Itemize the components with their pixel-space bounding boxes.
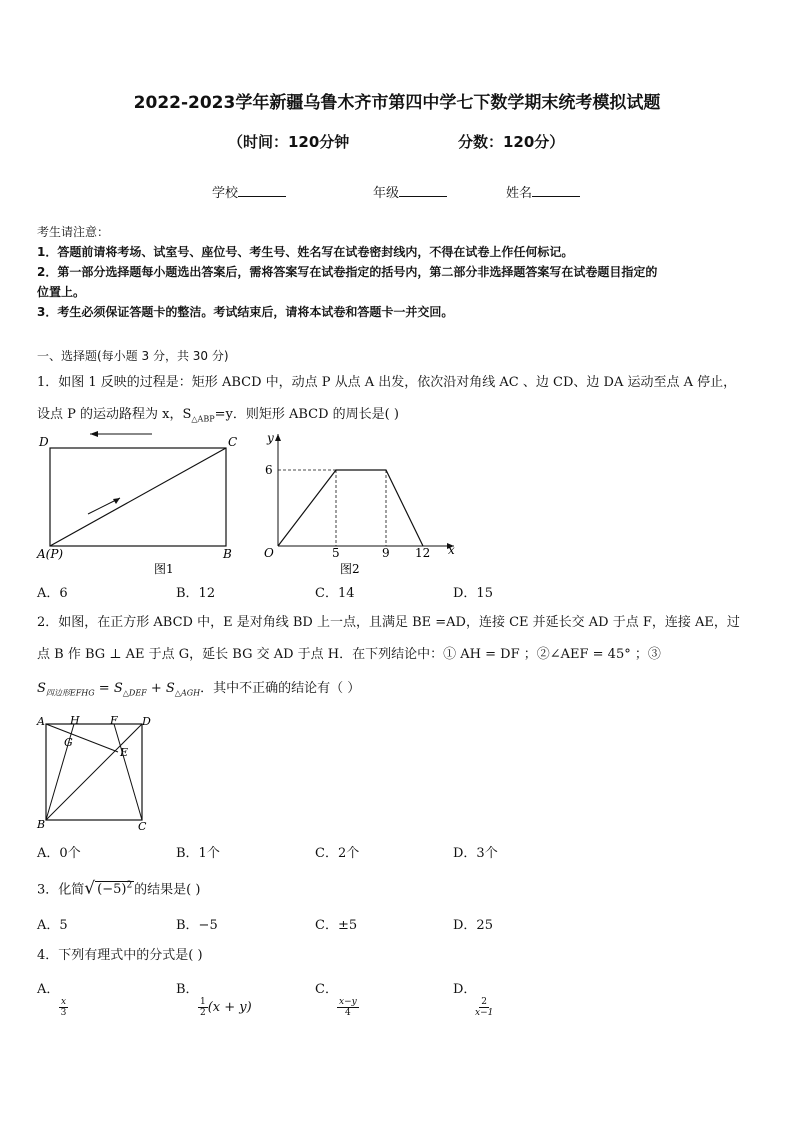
notice-heading: 考生请注意：: [37, 225, 110, 239]
q2-eq: = S: [94, 681, 123, 696]
question-2-line-3: [37, 679, 762, 704]
label-y: y: [267, 431, 274, 445]
question-4: 4．下列有理式中的分式是( ): [37, 948, 203, 963]
q3-radicand: [95, 881, 134, 897]
q4-a-den: 3: [60, 1008, 67, 1018]
name-field: [506, 182, 580, 201]
q4-d-label: D．: [453, 982, 477, 997]
q2-option-d[interactable]: D．3个: [453, 846, 498, 861]
exam-time: （时间：120分钟: [228, 133, 350, 151]
figure-2: [258, 428, 468, 580]
tick-x-9: 9: [382, 546, 390, 560]
grade-label: 年级: [373, 186, 400, 201]
q1-option-b[interactable]: B．12: [176, 586, 216, 601]
q2-label-c: C: [138, 820, 147, 833]
school-blank: [238, 184, 286, 197]
label-origin: O: [264, 546, 274, 560]
q2-sub-1: 四边形EFHG: [45, 688, 95, 698]
tick-x-12: 12: [415, 546, 431, 560]
notice-item: 2．第一部分选择题每小题选出答案后，需将答案写在试卷指定的括号内，第二部分非选择题答案写在试卷题目指定的: [37, 265, 658, 279]
q4-option-b[interactable]: [176, 978, 252, 1018]
grade-blank: [399, 184, 447, 197]
question-3: [37, 876, 762, 900]
q2-label-f: F: [110, 714, 118, 727]
q2-label-a: A: [37, 715, 45, 728]
q4-b-den: 2: [200, 1008, 206, 1018]
section-heading: 一、选择题(每小题 3 分，共 30 分): [37, 349, 229, 363]
figure-q2-square: [34, 712, 159, 834]
q1-option-d[interactable]: D．15: [453, 586, 493, 601]
label-x: x: [448, 543, 455, 557]
q3-option-b[interactable]: B．−5: [176, 918, 218, 933]
q2-label-g: G: [64, 736, 73, 749]
y-axis-arrow: [275, 434, 281, 441]
figure-1: [36, 428, 246, 580]
caption-fig2: 图2: [340, 562, 360, 576]
school-field: [212, 182, 286, 201]
q4-b-fraction: [198, 997, 208, 1018]
q3-option-a[interactable]: A．5: [37, 918, 68, 933]
q4-c-fraction: [337, 997, 359, 1018]
q2-label-d: D: [142, 715, 151, 728]
q4-b-num: 1: [200, 997, 206, 1007]
arrow-left-head: [90, 431, 98, 437]
q4-a-fraction: [59, 997, 68, 1018]
q2-option-b[interactable]: B．1个: [176, 846, 220, 861]
diagonal-ac: [50, 448, 226, 546]
question-1-line-1: 1．如图 1 反映的过程是：矩形 ABCD 中，动点 P 从点 A 出发，依次沿对角线 AC 、边 CD、边 DA 运动至点 A 停止，: [37, 375, 737, 390]
q3-option-c[interactable]: C．±5: [315, 918, 358, 933]
grade-field: [373, 182, 447, 201]
school-label: 学校: [212, 186, 239, 201]
label-c: C: [228, 435, 238, 449]
exam-score: 分数：120分）: [458, 133, 565, 151]
q1-text-a: 设点 P 的运动路程为 x，S: [37, 407, 192, 422]
q1-sub: △ABP: [191, 414, 215, 424]
q1-text-b: =y．则矩形 ABCD 的周长是( ): [214, 407, 399, 422]
sqrt-icon: √: [84, 878, 96, 899]
q1-option-a[interactable]: A．6: [37, 586, 68, 601]
q2-plus: + S: [146, 681, 175, 696]
q3-post: 的结果是( ): [134, 882, 201, 898]
q1-option-c[interactable]: C．14: [315, 586, 355, 601]
q3-exp: 2: [126, 881, 133, 891]
q4-d-den: x−1: [475, 1008, 494, 1018]
tick-x-5: 5: [332, 546, 340, 560]
q2-option-a[interactable]: A．0个: [37, 846, 81, 861]
tick-y-6: 6: [265, 463, 273, 477]
q4-c-den: 4: [344, 1008, 351, 1018]
question-2-line-2: 点 B 作 BG ⊥ AE 于点 G，延长 BG 交 AD 于点 H．在下列结论中：① AH = DF ；②∠AEF = 45° ；③: [37, 647, 661, 662]
q2-label-h: H: [70, 714, 80, 727]
graph-line: [278, 470, 423, 546]
q3-pre: 3．化简: [37, 882, 85, 898]
q2-tail: ．其中不正确的结论有（ ）: [200, 681, 361, 696]
question-1-line-2: [37, 405, 762, 430]
q2-option-c[interactable]: C．2个: [315, 846, 360, 861]
line-ae: [46, 724, 118, 752]
q4-option-d[interactable]: [453, 978, 493, 1018]
label-d: D: [39, 435, 49, 449]
q2-s: S: [37, 681, 46, 696]
q2-sub-2: △DEF: [122, 688, 147, 698]
q2-sub-3: △AGH: [174, 688, 201, 698]
q4-d-num: 2: [481, 997, 488, 1007]
notice-block: [37, 222, 759, 322]
q4-b-label: B．: [176, 982, 199, 997]
notice-item: 1．答题前请将考场、试室号、座位号、考生号、姓名写在试卷密封线内，不得在试卷上作任何标记。: [37, 245, 574, 259]
caption-fig1: 图1: [154, 562, 174, 576]
question-2-line-1: 2．如图，在正方形 ABCD 中，E 是对角线 BD 上一点，且满足 BE =AD，连接 CE 并延长交 AD 于点 F，连接 AE，过: [37, 615, 740, 630]
q4-a-num: x: [61, 997, 67, 1007]
q4-a-label: A．: [37, 982, 60, 997]
q4-c-label: C．: [315, 982, 338, 997]
q3-radicand-text: (−5): [97, 882, 127, 898]
label-b: B: [223, 547, 232, 561]
name-label: 姓名: [506, 186, 533, 201]
notice-item: 位置上。: [37, 285, 86, 299]
page-title: 2022-2023学年新疆乌鲁木齐市第四中学七下数学期末统考模拟试题: [133, 93, 661, 113]
q4-d-fraction: [475, 997, 493, 1018]
q2-label-b: B: [37, 818, 46, 831]
q4-b-rest: (x + y): [207, 1000, 252, 1015]
q4-option-c[interactable]: [315, 978, 359, 1018]
q3-option-d[interactable]: D．25: [453, 918, 493, 933]
notice-item: 3．考生必须保证答题卡的整洁。考试结束后，请将本试卷和答题卡一并交回。: [37, 305, 454, 319]
q4-option-a[interactable]: [37, 978, 68, 1018]
label-a: A(P): [37, 547, 64, 561]
name-blank: [532, 184, 580, 197]
q2-label-e: E: [120, 746, 129, 759]
q4-c-num: x−y: [339, 997, 357, 1007]
